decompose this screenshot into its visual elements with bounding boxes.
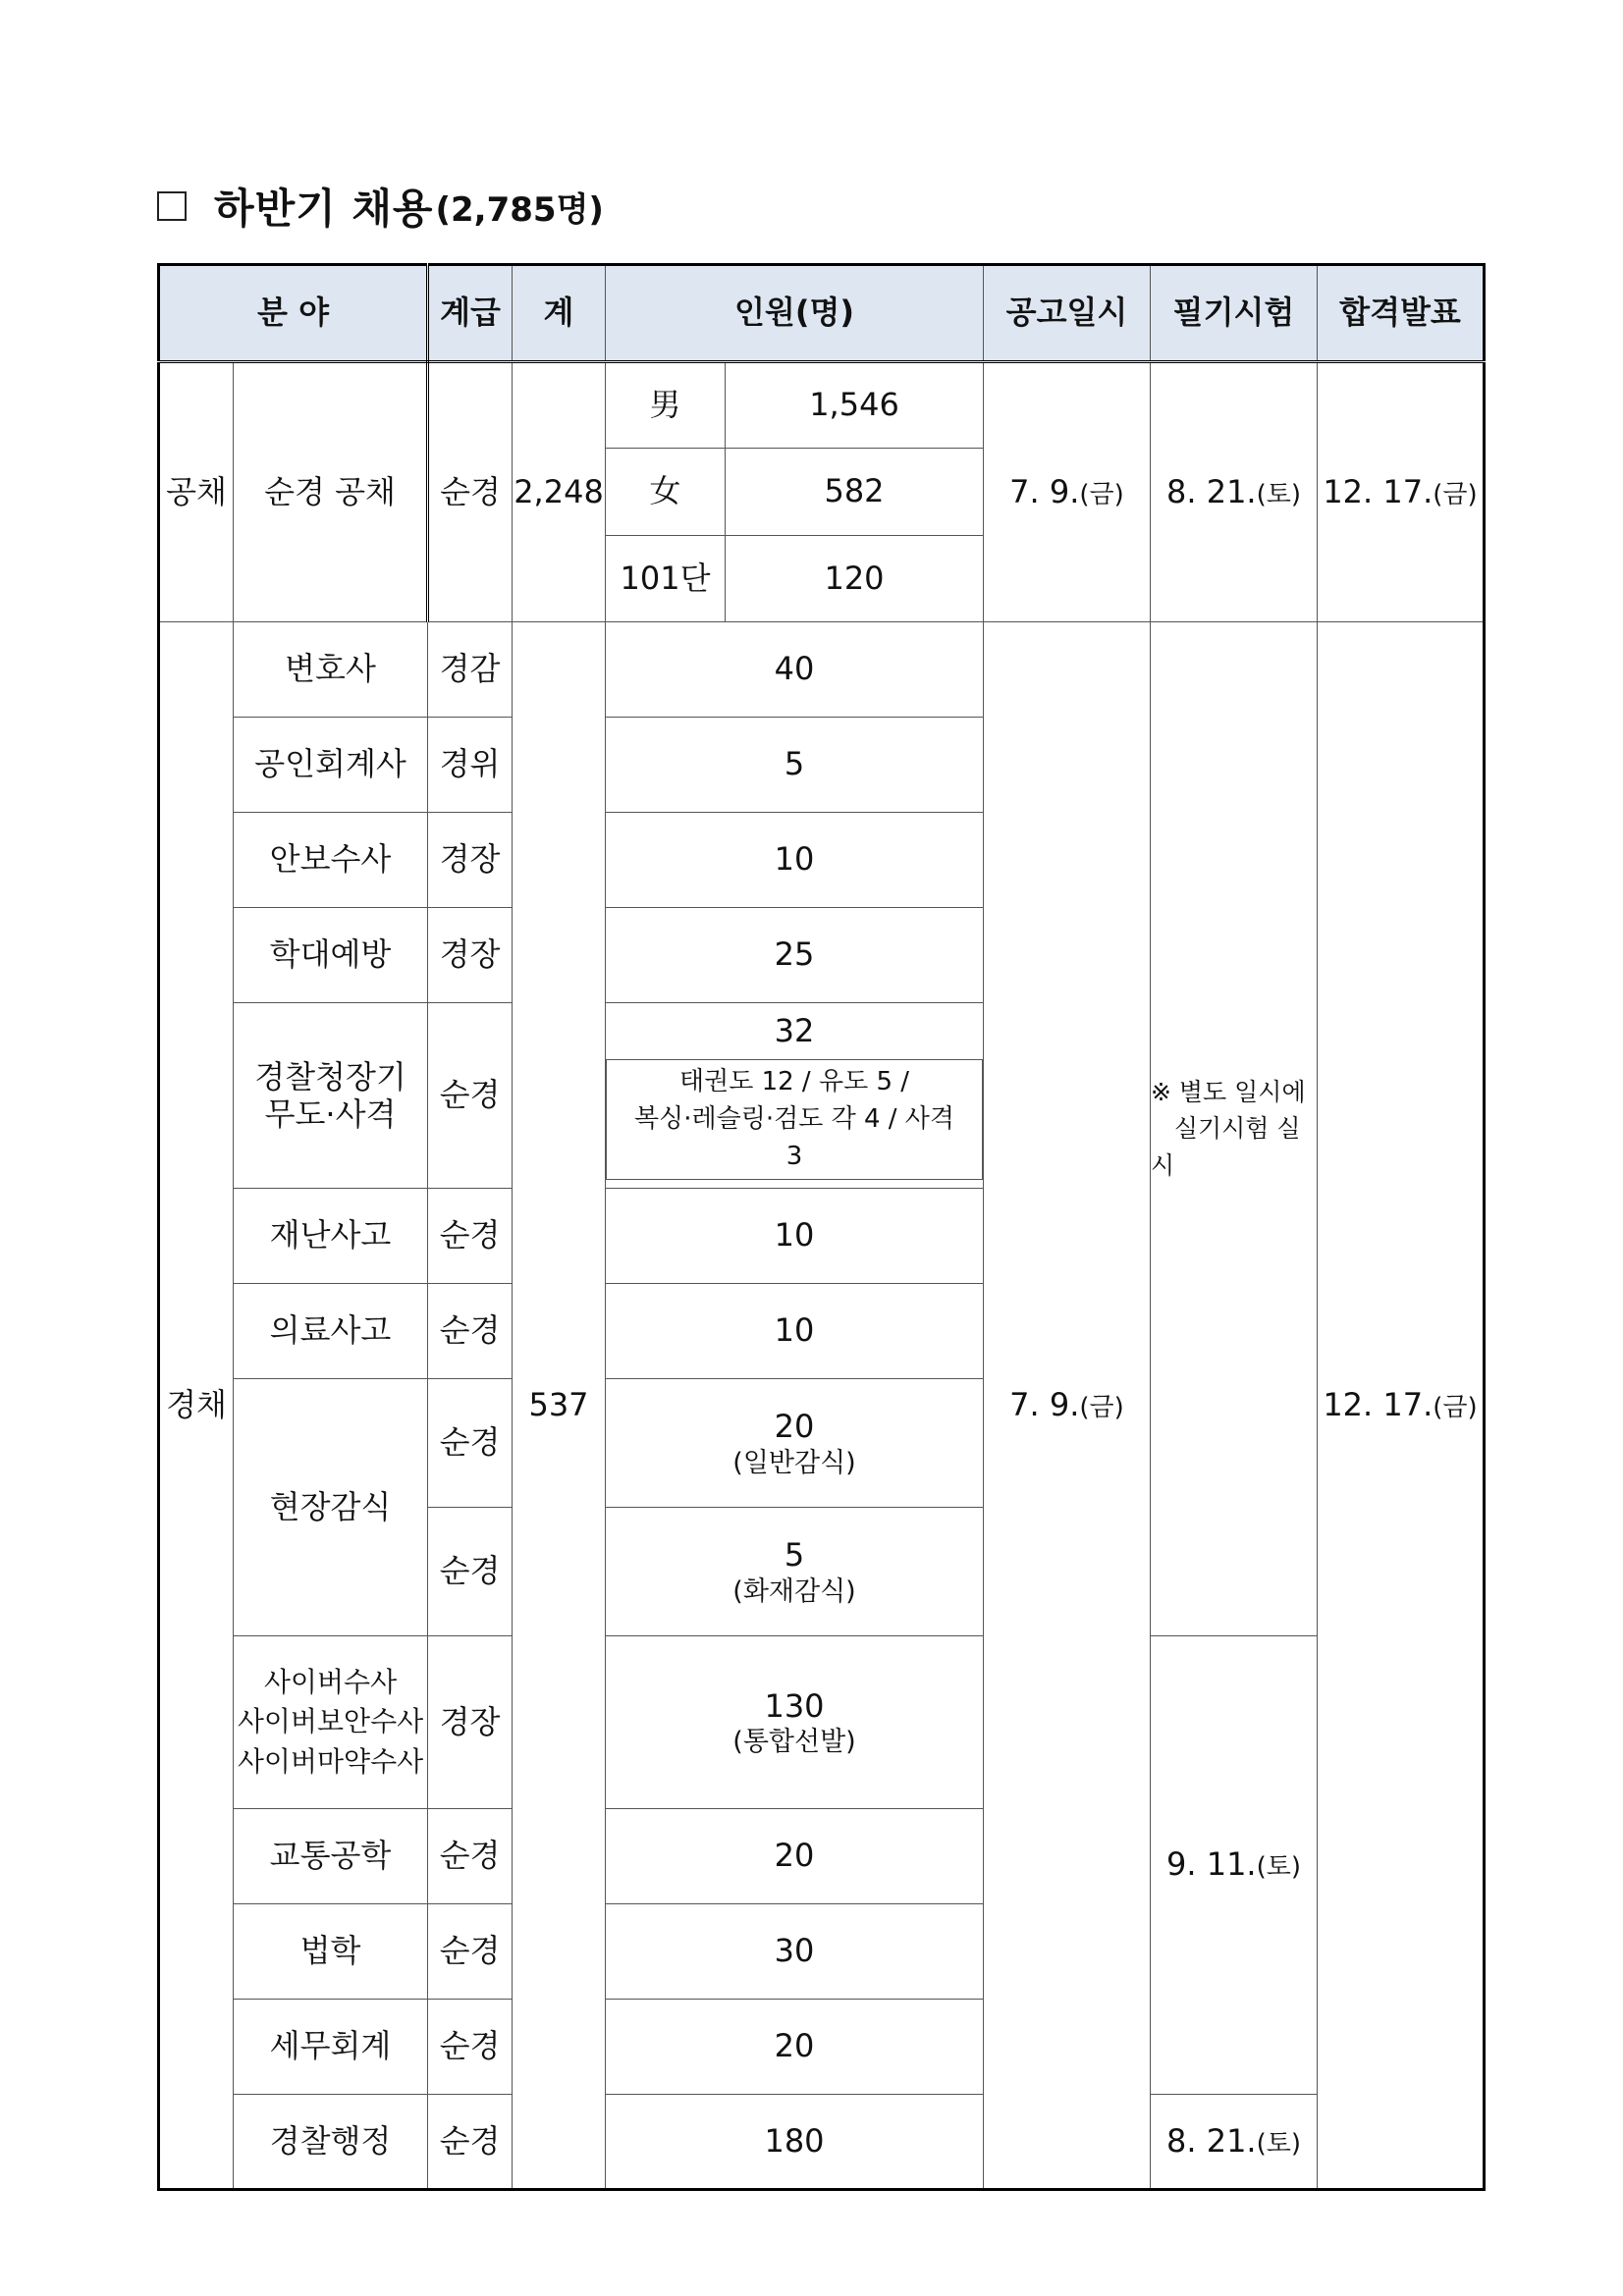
public-exam: 8. 21.(토) bbox=[1151, 362, 1318, 622]
special-value: 180 bbox=[606, 2095, 984, 2190]
special-value: 20 bbox=[606, 1809, 984, 1904]
special-value: 40 bbox=[606, 622, 984, 718]
public-value-female: 582 bbox=[726, 449, 984, 536]
public-value-male: 1,546 bbox=[726, 362, 984, 449]
special-rank: 순경 bbox=[428, 1284, 513, 1379]
special-value: 130 (통합선발) bbox=[606, 1636, 984, 1809]
header-exam: 필기시험 bbox=[1151, 265, 1318, 362]
table-row bbox=[159, 362, 1485, 449]
header-row bbox=[159, 265, 1485, 362]
special-rank: 순경 bbox=[428, 1508, 513, 1636]
header-field: 분 야 bbox=[159, 265, 428, 362]
special-rank: 경장 bbox=[428, 1636, 513, 1809]
header-result: 합격발표 bbox=[1318, 265, 1485, 362]
table-row bbox=[159, 1636, 1485, 1809]
heading-title: 하반기 채용 bbox=[214, 185, 434, 233]
public-announce: 7. 9.(금) bbox=[984, 362, 1151, 622]
special-value: 10 bbox=[606, 1284, 984, 1379]
special-field: 현장감식 bbox=[234, 1379, 428, 1636]
table-row bbox=[159, 622, 1485, 718]
special-field: 의료사고 bbox=[234, 1284, 428, 1379]
special-field: 경찰청장기 무도·사격 bbox=[234, 1003, 428, 1189]
special-field: 사이버수사 사이버보안수사 사이버마약수사 bbox=[234, 1636, 428, 1809]
header-total: 계 bbox=[513, 265, 606, 362]
header-personnel: 인원(명) bbox=[606, 265, 984, 362]
category-special: 경채 bbox=[159, 622, 234, 2190]
special-rank: 순경 bbox=[428, 1003, 513, 1189]
special-value: 20 (일반감식) bbox=[606, 1379, 984, 1508]
header-rank: 계급 bbox=[428, 265, 513, 362]
checkbox-icon bbox=[157, 191, 187, 221]
public-label-male: 男 bbox=[606, 362, 726, 449]
special-result: 12. 17.(금) bbox=[1318, 622, 1485, 2190]
special-value: 32 태권도 12 / 유도 5 / 복싱·레슬링·검도 각 4 / 사격 3 bbox=[606, 1003, 984, 1189]
special-rank: 순경 bbox=[428, 1904, 513, 2000]
special-rank: 순경 bbox=[428, 1189, 513, 1284]
special-field: 교통공학 bbox=[234, 1809, 428, 1904]
public-total: 2,248 bbox=[513, 362, 606, 622]
public-field: 순경 공채 bbox=[234, 362, 428, 622]
table-row bbox=[159, 2095, 1485, 2190]
special-rank: 경감 bbox=[428, 622, 513, 718]
special-exam-note: ※ 별도 일시에 실기시험 실시 bbox=[1151, 622, 1318, 1636]
recruitment-table bbox=[157, 263, 1486, 2191]
special-rank: 경장 bbox=[428, 908, 513, 1003]
special-value: 5 bbox=[606, 718, 984, 813]
public-rank: 순경 bbox=[428, 362, 513, 622]
special-field: 법학 bbox=[234, 1904, 428, 2000]
special-field: 변호사 bbox=[234, 622, 428, 718]
category-public: 공채 bbox=[159, 362, 234, 622]
special-rank: 순경 bbox=[428, 2000, 513, 2095]
public-label-101: 101단 bbox=[606, 536, 726, 622]
special-rank: 순경 bbox=[428, 1809, 513, 1904]
special-rank: 경장 bbox=[428, 813, 513, 908]
special-value: 25 bbox=[606, 908, 984, 1003]
special-field: 재난사고 bbox=[234, 1189, 428, 1284]
special-field: 경찰행정 bbox=[234, 2095, 428, 2190]
special-value: 10 bbox=[606, 1189, 984, 1284]
special-value: 10 bbox=[606, 813, 984, 908]
special-exam-cyber: 9. 11.(토) bbox=[1151, 1636, 1318, 2095]
public-result: 12. 17.(금) bbox=[1318, 362, 1485, 622]
special-exam-admin: 8. 21.(토) bbox=[1151, 2095, 1318, 2190]
martial-arts-note: 태권도 12 / 유도 5 / 복싱·레슬링·검도 각 4 / 사격 3 bbox=[606, 1059, 983, 1180]
public-value-101: 120 bbox=[726, 536, 984, 622]
special-value: 20 bbox=[606, 2000, 984, 2095]
special-announce: 7. 9.(금) bbox=[984, 622, 1151, 2190]
public-label-female: 女 bbox=[606, 449, 726, 536]
header-announce: 공고일시 bbox=[984, 265, 1151, 362]
special-rank: 순경 bbox=[428, 2095, 513, 2190]
special-rank: 경위 bbox=[428, 718, 513, 813]
special-field: 공인회계사 bbox=[234, 718, 428, 813]
special-total: 537 bbox=[513, 622, 606, 2190]
special-field: 학대예방 bbox=[234, 908, 428, 1003]
special-field: 안보수사 bbox=[234, 813, 428, 908]
special-value: 5 (화재감식) bbox=[606, 1508, 984, 1636]
section-heading bbox=[157, 177, 604, 236]
special-value: 30 bbox=[606, 1904, 984, 2000]
heading-count: (2,785명) bbox=[435, 189, 604, 230]
special-field: 세무회계 bbox=[234, 2000, 428, 2095]
special-rank: 순경 bbox=[428, 1379, 513, 1508]
